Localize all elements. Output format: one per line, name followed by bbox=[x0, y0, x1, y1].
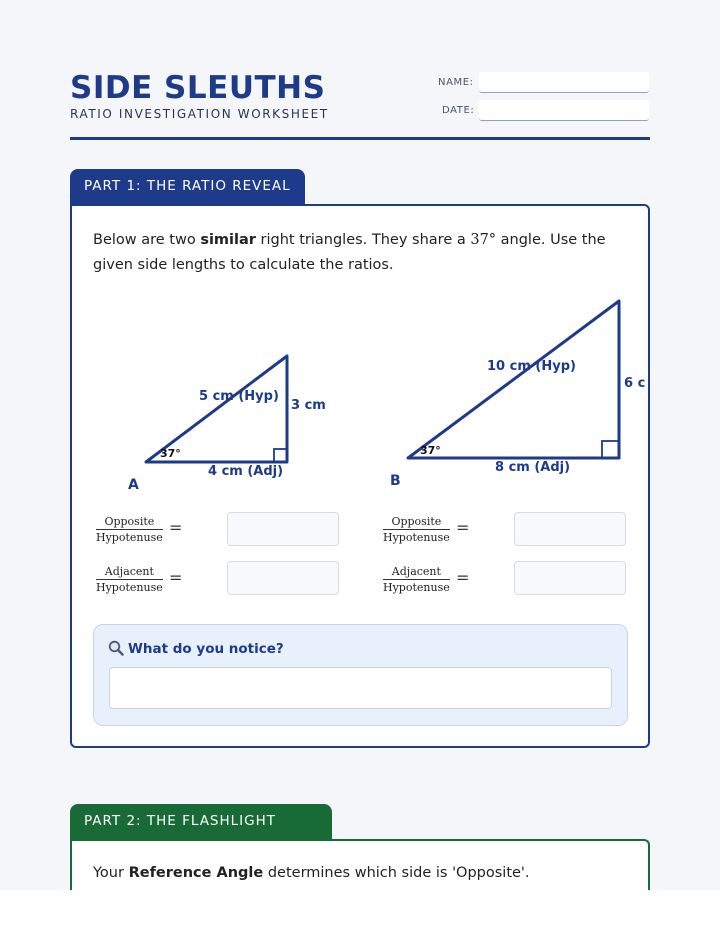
answer-box-b-adj[interactable] bbox=[514, 561, 626, 595]
angle-label-b: 37° bbox=[420, 444, 441, 457]
part2-tab: PART 2: THE FLASHLIGHT bbox=[70, 804, 332, 840]
notice-label: What do you notice? bbox=[128, 641, 284, 657]
date-field[interactable] bbox=[479, 100, 649, 121]
angle-label-a: 37° bbox=[160, 447, 181, 460]
equals-sign: = bbox=[169, 568, 183, 587]
opp-label-a: 3 cm bbox=[291, 398, 326, 413]
hyp-label-a: 5 cm (Hyp) bbox=[199, 389, 279, 404]
equals-sign: = bbox=[456, 568, 470, 587]
notice-heading bbox=[108, 640, 284, 657]
date-label: DATE: bbox=[442, 105, 475, 116]
answer-box-a-opp[interactable] bbox=[227, 512, 339, 546]
ratio-b-adj-hyp: Adjacent Hypotenuse bbox=[383, 565, 450, 594]
angle-value: 37° bbox=[470, 232, 497, 248]
worksheet-subtitle: RATIO INVESTIGATION WORKSHEET bbox=[70, 107, 329, 121]
worksheet-title: SIDE SLEUTHS bbox=[70, 70, 326, 106]
opp-label-b: 6 c bbox=[624, 376, 646, 391]
name-label: NAME: bbox=[438, 77, 474, 88]
header-divider bbox=[70, 137, 650, 140]
reference-angle-emphasis: Reference Angle bbox=[128, 865, 264, 881]
magnifier-icon bbox=[108, 640, 124, 656]
part2-card bbox=[70, 839, 650, 890]
adj-label-a: 4 cm (Adj) bbox=[208, 464, 284, 479]
triangle-b-label: B bbox=[390, 473, 401, 489]
answer-box-b-opp[interactable] bbox=[514, 512, 626, 546]
notice-panel bbox=[93, 624, 628, 726]
hyp-label-b: 10 cm (Hyp) bbox=[487, 359, 576, 374]
part1-intro: Below are two similar right triangles. They share a 37° angle. Use the given side lengths to calculate the ratios. bbox=[93, 232, 606, 273]
ratio-a-adj-hyp: Adjacent Hypotenuse bbox=[96, 565, 163, 594]
triangles-diagram bbox=[72, 206, 648, 506]
name-field[interactable] bbox=[479, 72, 649, 93]
triangle-a-label: A bbox=[128, 477, 139, 493]
right-angle-marker-a bbox=[274, 449, 287, 462]
right-angle-marker-b bbox=[602, 441, 619, 458]
part2-text: Your Reference Angle determines which side is 'Opposite'. bbox=[93, 865, 530, 881]
equals-sign: = bbox=[169, 518, 183, 537]
similar-emphasis: similar bbox=[200, 232, 256, 248]
bottom-margin bbox=[0, 890, 720, 932]
ratio-a-opp-hyp: Opposite Hypotenuse bbox=[96, 515, 163, 544]
equals-sign: = bbox=[456, 518, 470, 537]
ratio-b-opp-hyp: Opposite Hypotenuse bbox=[383, 515, 450, 544]
part1-tab: PART 1: THE RATIO REVEAL bbox=[70, 169, 305, 205]
triangle-b bbox=[408, 301, 619, 458]
adj-label-b: 8 cm (Adj) bbox=[495, 460, 571, 475]
answer-box-a-adj[interactable] bbox=[227, 561, 339, 595]
notice-answer-field[interactable] bbox=[109, 667, 612, 709]
part1-card bbox=[70, 204, 650, 748]
